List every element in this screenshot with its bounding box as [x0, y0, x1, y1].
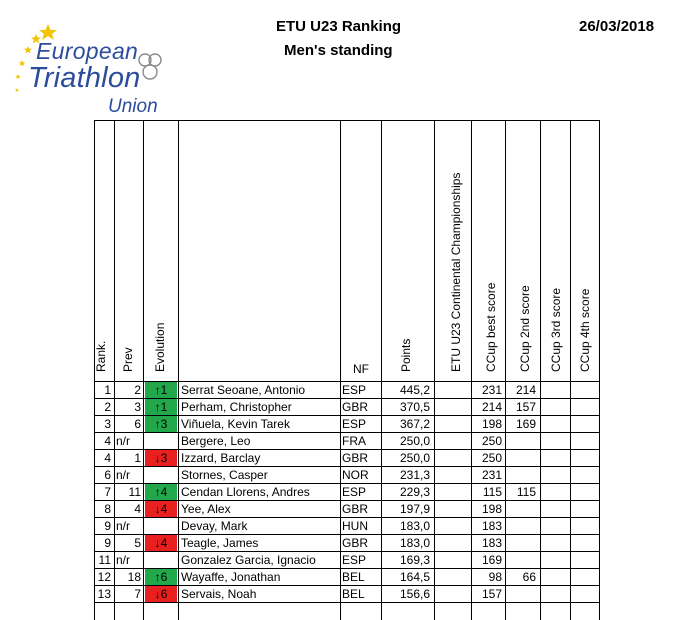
nf-cell: BEL [342, 570, 365, 584]
athlete-name-cell: Cendan Llorens, Andres [181, 485, 310, 499]
col-header-continental-championships: ETU U23 Continental Championships [449, 172, 463, 372]
ccup-second-cell [506, 518, 536, 534]
evolution-cell: ↑3 [145, 416, 177, 432]
col-header-prev: Prev [121, 347, 135, 372]
athlete-name-cell: Izzard, Barclay [181, 451, 261, 465]
nf-cell: GBR [342, 400, 369, 414]
continental-cell [435, 535, 469, 551]
continental-cell [435, 518, 469, 534]
evolution-cell: ↑1 [145, 399, 177, 415]
ccup-best-cell: 250 [481, 434, 502, 448]
points-cell: 183,0 [399, 519, 430, 533]
col-header-ccup-2nd: CCup 2nd score [518, 285, 532, 372]
prev-cell: n/r [116, 434, 131, 448]
prev-cell: 2 [134, 383, 141, 397]
points-cell: 367,2 [399, 417, 430, 431]
athlete-name-cell: Bergere, Leo [181, 434, 251, 448]
rank-cell: 8 [104, 502, 111, 516]
col-header-points: Points [399, 338, 413, 372]
col-header-ccup-best: CCup best score [484, 282, 498, 372]
row-divider [94, 602, 600, 603]
evolution-cell: ↓4 [145, 535, 177, 551]
ccup-best-cell: 198 [481, 417, 502, 431]
athlete-name-cell: Wayaffe, Jonathan [181, 570, 281, 584]
ccup-best-cell: 183 [481, 519, 502, 533]
continental-cell [435, 569, 469, 585]
col-header-ccup-4th: CCup 4th score [578, 288, 592, 372]
etu-logo [8, 12, 188, 117]
nf-cell: HUN [342, 519, 368, 533]
ccup-second-cell: 115 [516, 485, 536, 499]
nf-cell: GBR [342, 451, 369, 465]
athlete-name-cell: Viñuela, Kevin Tarek [181, 417, 290, 431]
continental-cell [435, 450, 469, 466]
points-cell: 231,3 [399, 468, 430, 482]
ccup-second-cell: 214 [515, 383, 536, 397]
rank-cell: 4 [104, 451, 111, 465]
continental-cell [435, 586, 469, 602]
table-top-border [94, 120, 600, 121]
evolution-cell [145, 552, 177, 568]
page-subtitle: Men's standing [284, 42, 393, 59]
prev-cell: 4 [134, 502, 141, 516]
points-cell: 197,9 [399, 502, 430, 516]
continental-cell [435, 552, 469, 568]
col-header-nf: NF [353, 362, 369, 376]
evolution-cell [145, 467, 177, 483]
ccup-best-cell: 250 [481, 451, 502, 465]
ccup-best-cell: 98 [488, 570, 502, 584]
ccup-second-cell [506, 586, 536, 602]
col-header-ccup-3rd: CCup 3rd score [549, 287, 563, 372]
prev-cell: 7 [134, 587, 141, 601]
ccup-best-cell: 214 [481, 400, 502, 414]
ccup-second-cell [506, 535, 536, 551]
athlete-name-cell: Stornes, Casper [181, 468, 268, 482]
rank-cell: 9 [104, 536, 111, 550]
nf-cell: ESP [342, 485, 367, 499]
continental-cell [435, 399, 469, 415]
logo-word-triathlon: Triathlon [28, 62, 141, 94]
nf-cell: ESP [342, 553, 367, 567]
nf-cell: GBR [342, 502, 369, 516]
col-header-rank: Rank. [94, 340, 108, 372]
ccup-best-cell: 231 [481, 468, 502, 482]
points-cell: 183,0 [399, 536, 430, 550]
points-cell: 370,5 [399, 400, 430, 414]
evolution-cell: ↓6 [145, 586, 177, 602]
points-cell: 250,0 [399, 434, 430, 448]
ccup-best-cell: 183 [481, 536, 502, 550]
prev-cell: 1 [134, 451, 141, 465]
continental-cell [435, 433, 469, 449]
ccup-second-cell: 169 [515, 417, 536, 431]
points-cell: 445,2 [399, 383, 430, 397]
rank-cell: 2 [104, 400, 111, 414]
rank-cell: 9 [104, 519, 111, 533]
ccup-second-cell [506, 433, 536, 449]
continental-cell [435, 467, 469, 483]
ccup-best-cell: 157 [481, 587, 502, 601]
nf-cell: GBR [342, 536, 369, 550]
evolution-cell: ↑1 [145, 382, 177, 398]
evolution-cell: ↓4 [145, 501, 177, 517]
points-cell: 156,6 [399, 587, 430, 601]
athlete-name-cell: Gonzalez Garcia, Ignacio [181, 553, 316, 567]
nf-cell: FRA [342, 434, 366, 448]
prev-cell: n/r [116, 553, 131, 567]
page-title: ETU U23 Ranking [276, 18, 402, 35]
nf-cell: ESP [342, 417, 367, 431]
continental-cell [435, 382, 469, 398]
nf-cell: NOR [342, 468, 369, 482]
ccup-second-cell [506, 450, 536, 466]
rank-cell: 6 [104, 468, 111, 482]
ccup-second-cell: 66 [522, 570, 536, 584]
evolution-cell: ↑4 [145, 484, 177, 500]
ccup-best-cell: 198 [481, 502, 502, 516]
rank-cell: 4 [104, 434, 111, 448]
athlete-name-cell: Servais, Noah [181, 587, 257, 601]
evolution-cell [145, 433, 177, 449]
athlete-name-cell: Teagle, James [181, 536, 259, 550]
athlete-name-cell: Perham, Christopher [181, 400, 292, 414]
ccup-best-cell: 115 [482, 485, 502, 499]
points-cell: 229,3 [399, 485, 430, 499]
prev-cell: 6 [134, 417, 141, 431]
rank-cell: 13 [97, 587, 111, 601]
ccup-second-cell [506, 552, 536, 568]
nf-cell: ESP [342, 383, 367, 397]
ccup-second-cell: 157 [515, 400, 536, 414]
prev-cell: 18 [127, 570, 141, 584]
logo-word-union: Union [108, 96, 158, 117]
rank-cell: 12 [97, 570, 111, 584]
ranking-table [94, 120, 600, 620]
athlete-name-cell: Yee, Alex [181, 502, 231, 516]
rank-cell: 7 [104, 485, 111, 499]
logo-word-european: European [36, 38, 139, 64]
evolution-cell: ↓3 [145, 450, 177, 466]
rank-cell: 3 [104, 417, 111, 431]
prev-cell: n/r [116, 468, 131, 482]
prev-cell: 11 [128, 485, 141, 499]
points-cell: 169,3 [399, 553, 430, 567]
continental-cell [435, 501, 469, 517]
col-header-evolution: Evolution [153, 322, 167, 372]
ccup-best-cell: 231 [481, 383, 502, 397]
rank-cell: 1 [104, 383, 111, 397]
continental-cell [435, 416, 469, 432]
report-date: 26/03/2018 [579, 18, 655, 35]
points-cell: 164,5 [399, 570, 430, 584]
nf-cell: BEL [342, 587, 365, 601]
evolution-cell: ↑6 [145, 569, 177, 585]
continental-cell [435, 484, 469, 500]
athlete-name-cell: Serrat Seoane, Antonio [181, 383, 306, 397]
athlete-name-cell: Devay, Mark [181, 519, 248, 533]
points-cell: 250,0 [399, 451, 430, 465]
ccup-second-cell [506, 467, 536, 483]
ccup-best-cell: 169 [481, 553, 502, 567]
prev-cell: 5 [134, 536, 141, 550]
evolution-cell [145, 518, 177, 534]
prev-cell: 3 [134, 400, 141, 414]
ccup-second-cell [506, 501, 536, 517]
prev-cell: n/r [116, 519, 131, 533]
rank-cell: 11 [98, 553, 111, 567]
